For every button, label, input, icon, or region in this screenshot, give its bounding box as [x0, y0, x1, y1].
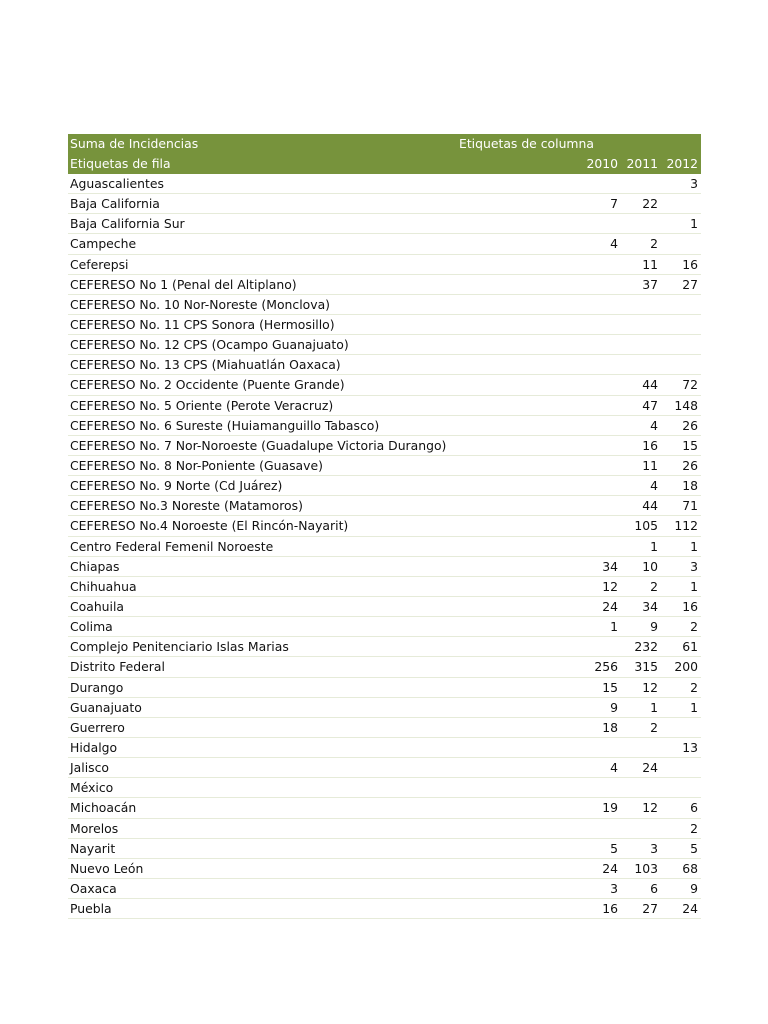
- row-label[interactable]: Colima: [70, 619, 113, 635]
- row-label[interactable]: Ceferepsi: [70, 256, 129, 272]
- row-label[interactable]: Nayarit: [70, 840, 116, 856]
- value-2010[interactable]: 1: [610, 619, 618, 635]
- value-2011[interactable]: 24: [642, 760, 658, 776]
- value-2011[interactable]: 2: [650, 719, 658, 735]
- value-2012[interactable]: 2: [690, 679, 698, 695]
- value-2012[interactable]: 9: [690, 880, 698, 896]
- value-2012[interactable]: 16: [682, 598, 698, 614]
- value-2011[interactable]: 232: [634, 639, 658, 655]
- column-labels-title[interactable]: Etiquetas de columna: [459, 136, 594, 151]
- value-2012[interactable]: 3: [690, 176, 698, 191]
- table-row: [68, 597, 701, 617]
- table-row: [68, 174, 701, 194]
- table-row: [68, 798, 701, 818]
- row-label[interactable]: Distrito Federal: [70, 659, 165, 675]
- table-row: [68, 456, 701, 476]
- table-row: [68, 537, 701, 557]
- table-row: [68, 436, 701, 456]
- table-row: [68, 496, 701, 516]
- value-2011[interactable]: 16: [642, 437, 658, 453]
- value-2012[interactable]: 72: [682, 377, 698, 393]
- value-2011[interactable]: 22: [642, 196, 658, 212]
- table-row: [68, 657, 701, 677]
- value-2011[interactable]: 47: [642, 397, 658, 413]
- value-2010[interactable]: 24: [602, 860, 618, 876]
- row-label[interactable]: CEFERESO No. 5 Oriente (Perote Veracruz): [70, 397, 334, 413]
- value-2010[interactable]: 4: [610, 760, 618, 776]
- row-label[interactable]: Jalisco: [70, 760, 109, 776]
- value-2012[interactable]: 71: [682, 498, 698, 514]
- table-row: [68, 476, 701, 496]
- table-row: [68, 194, 701, 214]
- table-row: [68, 698, 701, 718]
- row-label[interactable]: Morelos: [70, 820, 119, 836]
- row-label[interactable]: Guanajuato: [70, 699, 142, 715]
- value-2012[interactable]: 1: [690, 699, 698, 715]
- table-row: [68, 839, 701, 859]
- value-2012[interactable]: 148: [674, 397, 698, 413]
- value-2012[interactable]: 6: [690, 800, 698, 816]
- row-label[interactable]: CEFERESO No 1 (Penal del Altiplano): [70, 276, 297, 292]
- table-row: [68, 234, 701, 254]
- year-header-2010[interactable]: 2010: [586, 156, 618, 171]
- table-row: [68, 899, 701, 919]
- value-2011[interactable]: 44: [642, 498, 658, 514]
- row-label[interactable]: Baja California: [70, 196, 160, 212]
- value-2010[interactable]: 256: [594, 659, 618, 675]
- value-2011[interactable]: 2: [650, 236, 658, 252]
- pivot-header-row-2: [68, 154, 701, 174]
- pivot-table: [68, 134, 701, 919]
- table-row: [68, 335, 701, 355]
- row-label[interactable]: CEFERESO No. 6 Sureste (Huiamanguillo Tabasco): [70, 417, 380, 433]
- row-label[interactable]: Hidalgo: [70, 739, 118, 755]
- pivot-body: [68, 174, 701, 919]
- row-label[interactable]: CEFERESO No. 8 Nor-Poniente (Guasave): [70, 457, 323, 473]
- table-row: [68, 738, 701, 758]
- table-row: [68, 396, 701, 416]
- value-2012[interactable]: 112: [674, 518, 698, 534]
- value-2012[interactable]: 3: [690, 558, 698, 574]
- values-field-title[interactable]: Suma de Incidencias: [70, 136, 199, 151]
- value-2010[interactable]: 12: [602, 578, 618, 594]
- value-2011[interactable]: 9: [650, 619, 658, 635]
- table-row: [68, 617, 701, 637]
- row-label[interactable]: Coahuila: [70, 598, 125, 614]
- value-2011[interactable]: 10: [642, 558, 658, 574]
- value-2010[interactable]: 7: [610, 196, 618, 212]
- table-row: [68, 577, 701, 597]
- row-label[interactable]: Guerrero: [70, 719, 125, 735]
- row-label[interactable]: CEFERESO No.4 Noroeste (El Rincón-Nayarit): [70, 518, 349, 534]
- value-2011[interactable]: 103: [634, 860, 658, 876]
- value-2011[interactable]: 44: [642, 377, 658, 393]
- row-label[interactable]: Oaxaca: [70, 880, 117, 896]
- row-label[interactable]: CEFERESO No.3 Noreste (Matamoros): [70, 498, 303, 514]
- row-label[interactable]: CEFERESO No. 12 CPS (Ocampo Guanajuato): [70, 337, 349, 353]
- value-2011[interactable]: 34: [642, 598, 658, 614]
- table-row: [68, 315, 701, 335]
- table-row: [68, 758, 701, 778]
- table-row: [68, 516, 701, 536]
- table-row: [68, 557, 701, 577]
- row-label[interactable]: Complejo Penitenciario Islas Marias: [70, 639, 289, 655]
- value-2012[interactable]: 68: [682, 860, 698, 876]
- table-row: [68, 255, 701, 275]
- table-row: [68, 375, 701, 395]
- table-row: [68, 416, 701, 436]
- row-label[interactable]: Aguascalientes: [70, 176, 164, 191]
- row-label[interactable]: Centro Federal Femenil Noroeste: [70, 538, 274, 554]
- row-label[interactable]: Puebla: [70, 901, 112, 917]
- value-2012[interactable]: 13: [682, 739, 698, 755]
- row-label[interactable]: CEFERESO No. 13 CPS (Miahuatlán Oaxaca): [70, 357, 341, 373]
- table-row: [68, 678, 701, 698]
- row-label[interactable]: Baja California Sur: [70, 216, 185, 232]
- value-2011[interactable]: 4: [650, 478, 658, 494]
- value-2012[interactable]: 1: [690, 578, 698, 594]
- value-2010[interactable]: 5: [610, 840, 618, 856]
- value-2011[interactable]: 11: [642, 457, 658, 473]
- row-label[interactable]: Durango: [70, 679, 124, 695]
- pivot-header-row-1: [68, 134, 701, 154]
- table-row: [68, 214, 701, 234]
- value-2011[interactable]: 1: [650, 699, 658, 715]
- value-2012[interactable]: 5: [690, 840, 698, 856]
- row-label[interactable]: CEFERESO No. 11 CPS Sonora (Hermosillo): [70, 316, 335, 332]
- value-2011[interactable]: 3: [650, 840, 658, 856]
- value-2011[interactable]: 2: [650, 578, 658, 594]
- year-header-2011[interactable]: 2011: [626, 156, 658, 171]
- value-2010[interactable]: 34: [602, 558, 618, 574]
- row-label[interactable]: México: [70, 780, 114, 796]
- value-2010[interactable]: 4: [610, 236, 618, 252]
- year-header-2012[interactable]: 2012: [666, 156, 698, 171]
- row-label[interactable]: CEFERESO No. 7 Nor-Noroeste (Guadalupe Victoria Durango): [70, 437, 447, 453]
- value-2011[interactable]: 1: [650, 538, 658, 554]
- value-2011[interactable]: 27: [642, 901, 658, 917]
- row-labels-title[interactable]: Etiquetas de fila: [70, 156, 171, 171]
- value-2012[interactable]: 1: [690, 538, 698, 554]
- value-2012[interactable]: 18: [682, 478, 698, 494]
- value-2012[interactable]: 2: [690, 619, 698, 635]
- value-2012[interactable]: 26: [682, 417, 698, 433]
- row-label[interactable]: CEFERESO No. 2 Occidente (Puente Grande): [70, 377, 345, 393]
- value-2010[interactable]: 24: [602, 598, 618, 614]
- value-2012[interactable]: 26: [682, 457, 698, 473]
- table-row: [68, 859, 701, 879]
- table-row: [68, 879, 701, 899]
- row-label[interactable]: CEFERESO No. 10 Nor-Noreste (Monclova): [70, 296, 330, 312]
- value-2012[interactable]: 15: [682, 437, 698, 453]
- value-2011[interactable]: 4: [650, 417, 658, 433]
- value-2012[interactable]: 16: [682, 256, 698, 272]
- row-label[interactable]: Nuevo León: [70, 860, 144, 876]
- row-label[interactable]: Michoacán: [70, 800, 137, 816]
- value-2012[interactable]: 1: [690, 216, 698, 232]
- table-row: [68, 295, 701, 315]
- value-2012[interactable]: 27: [682, 276, 698, 292]
- value-2011[interactable]: 315: [634, 659, 658, 675]
- value-2010[interactable]: 16: [602, 901, 618, 917]
- table-row: [68, 275, 701, 295]
- value-2011[interactable]: 12: [642, 679, 658, 695]
- value-2012[interactable]: 61: [682, 639, 698, 655]
- row-label[interactable]: Campeche: [70, 236, 137, 252]
- row-label[interactable]: Chihuahua: [70, 578, 137, 594]
- row-label[interactable]: Chiapas: [70, 558, 120, 574]
- table-row: [68, 718, 701, 738]
- table-row: [68, 637, 701, 657]
- table-row: [68, 355, 701, 375]
- value-2012[interactable]: 2: [690, 820, 698, 836]
- table-row: [68, 778, 701, 798]
- value-2010[interactable]: 9: [610, 699, 618, 715]
- value-2010[interactable]: 18: [602, 719, 618, 735]
- value-2010[interactable]: 3: [610, 880, 618, 896]
- value-2010[interactable]: 19: [602, 800, 618, 816]
- value-2011[interactable]: 12: [642, 800, 658, 816]
- value-2010[interactable]: 15: [602, 679, 618, 695]
- value-2011[interactable]: 105: [634, 518, 658, 534]
- value-2012[interactable]: 200: [674, 659, 698, 675]
- row-label[interactable]: CEFERESO No. 9 Norte (Cd Juárez): [70, 478, 283, 494]
- value-2011[interactable]: 37: [642, 276, 658, 292]
- value-2011[interactable]: 6: [650, 880, 658, 896]
- value-2012[interactable]: 24: [682, 901, 698, 917]
- table-row: [68, 819, 701, 839]
- value-2011[interactable]: 11: [642, 256, 658, 272]
